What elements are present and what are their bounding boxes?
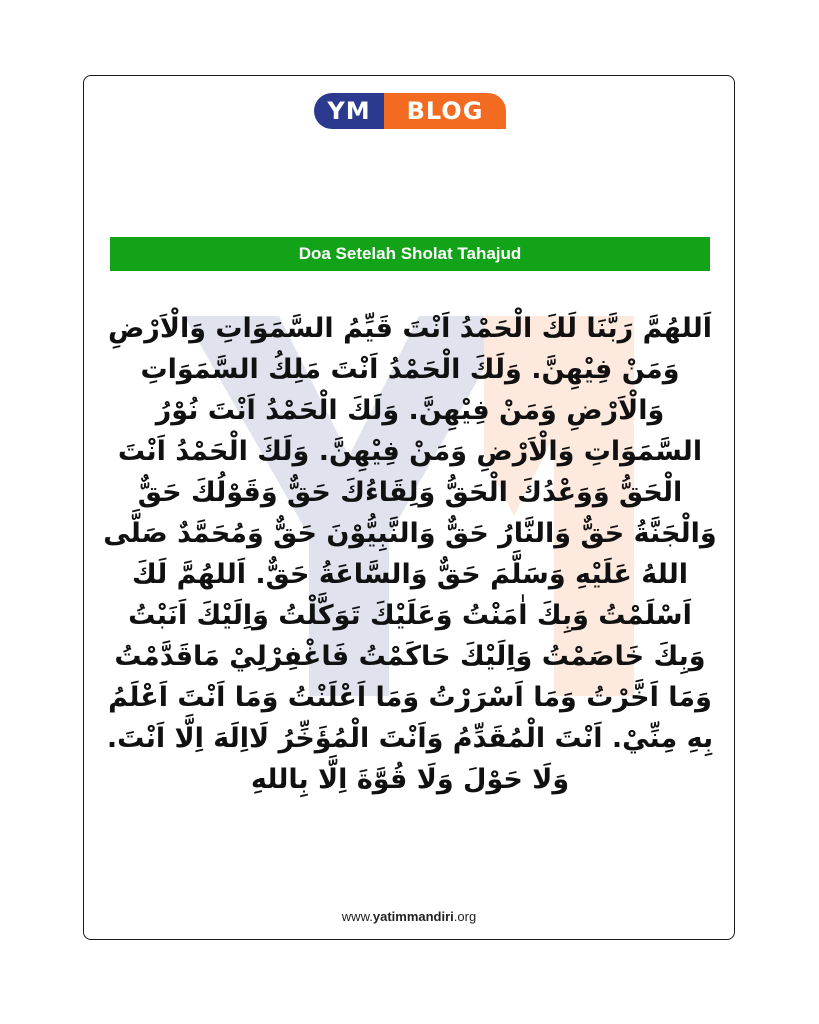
logo-blog-part: BLOG <box>384 93 506 129</box>
prayer-text: اَللهُمَّ رَبَّنَا لَكَ الْحَمْدُ اَنْتَ قَيِّمُ السَّمَوَاتِ وَالْاَرْضِ وَمَنْ فِيْهِنَّ. وَلَكَ الْحَمْدُ اَنْتَ مَلِكُ السَّمَوَاتِ وَالْاَرْضِ وَمَنْ فِيْهِنَّ. وَلَكَ الْحَمْدُ اَنْتَ نُوْرُ السَّمَوَاتِ وَالْاَرْضِ وَمَنْ فِيْهِنَّ. وَلَكَ الْحَمْدُ اَنْتَ الْحَقُّ وَوَعْدُكَ الْحَقُّ وَلِقَاءُكَ حَقٌّ وَقَوْلُكَ حَقٌّ وَالْجَنَّةُ حَقٌّ وَالنَّارُ حَقٌّ وَالنَّبِيُّوْنَ حَقٌّ وَمُحَمَّدٌ صَلَّى اللهُ عَلَيْهِ وَسَلَّمَ حَقٌّ وَالسَّاعَةُ حَقٌّ. اَللهُمَّ لَكَ اَسْلَمْتُ وَبِكَ اٰمَنْتُ وَعَلَيْكَ تَوَكَّلْتُ وَاِلَيْكَ اَنَبْتُ وَبِكَ خَاصَمْتُ وَاِلَيْكَ حَاكَمْتُ فَاغْفِرْلِيْ مَاقَدَّمْتُ وَمَا اَخَّرْتُ وَمَا اَسْرَرْتُ وَمَا اَعْلَنْتُ وَمَا اَنْتَ اَعْلَمُ بِهِ مِنِّيْ. اَنْتَ الْمُقَدِّمُ وَاَنْتَ الْمُؤَخِّرُ لَااِلَهَ اِلَّا اَنْتَ. وَلَا حَوْلَ وَلَا قُوَّةَ اِلَّا بِاللهِ <box>103 313 717 795</box>
title-bar <box>110 237 710 271</box>
footer-url-prefix: www. <box>341 909 373 924</box>
ym-blog-logo <box>314 93 506 129</box>
footer-url-suffix: .org <box>453 909 477 924</box>
page-title: Doa Setelah Sholat Tahajud <box>298 244 522 263</box>
footer-url <box>84 909 734 924</box>
content-card <box>83 75 735 940</box>
logo-ym-part: YM <box>314 93 384 129</box>
footer-url-domain: yatimmandiri <box>372 909 454 924</box>
